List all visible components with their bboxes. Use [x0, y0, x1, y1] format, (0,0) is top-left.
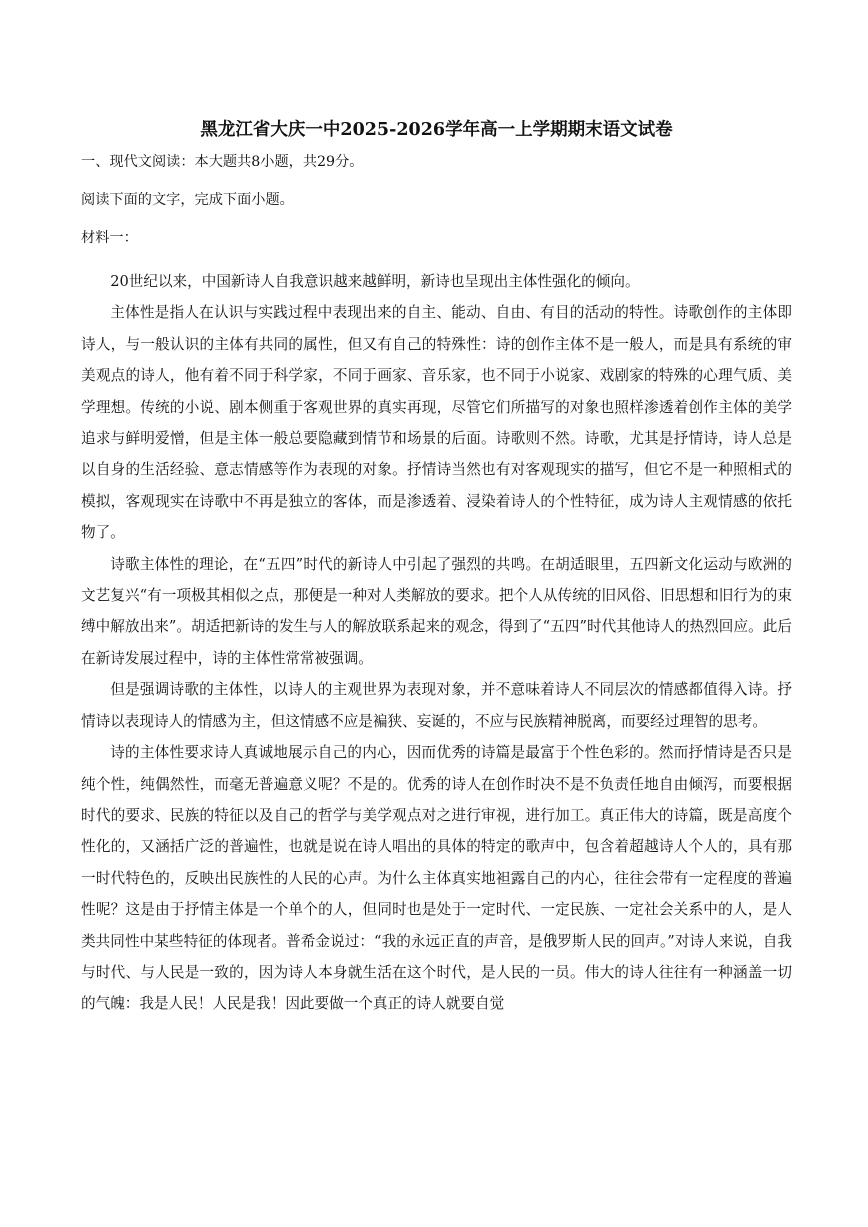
body-paragraph: 20世纪以来，中国新诗人自我意识越来越鲜明，新诗也呈现出主体性强化的倾向。 [110, 273, 640, 290]
body-paragraph: 诗歌主体性的理论，在“五四”时代的新诗人中引起了强烈的共鸣。在胡适眼里，五四新文化运动与欧洲的文艺复兴“有一项极其相似之点，那便是一种对人类解放的要求。把个人从传统的旧风俗、旧思想和旧行为的束缚中解放出来”。胡适把新诗的发生与人的解放联系起来的观念，得到了“五四”时代其他诗人的热烈回应。此后在新诗发展过程中，诗的主体性常常被强调。 [81, 555, 792, 667]
section-heading: 一、现代文阅读：本大题共8小题，共29分。 [81, 154, 364, 170]
body-paragraph: 诗的主体性要求诗人真诚地展示自己的内心，因而优秀的诗篇是最富于个性色彩的。然而抒情诗是否只是纯个性，纯偶然性，而毫无普遍意义呢？不是的。优秀的诗人在创作时决不是不负责任地自由倾泻，而要根据时代的要求、民族的特征以及自己的哲学与美学观点对之进行审视，进行加工。真正伟大的诗篇，既是高度个性化的，又涵括广泛的普遍性，也就是说在诗人唱出的具体的特定的歌声中，包含着超越诗人个人的，具有那一时代特色的，反映出民族性的人民的心声。为什么主体真实地袒露自己的内心，往往会带有一定程度的普遍性呢？这是由于抒情主体是一个单个的人，但同时也是处于一定时代、一定民族、一定社会关系中的人，是人类共同性中某些特征的体现者。普希金说过：“我的永远正直的声音，是俄罗斯人民的回声。”对诗人来说，自我与时代、与人民是一致的，因为诗人本身就生活在这个时代，是人民的一员。伟大的诗人往往有一种涵盖一切的气魄：我是人民！人民是我！因此要做一个真正的诗人就要自觉 [81, 744, 792, 1013]
reading-instruction: 阅读下面的文字，完成下面小题。 [81, 192, 294, 208]
body-paragraph: 主体性是指人在认识与实践过程中表现出来的自主、能动、自由、有目的活动的特性。诗歌创作的主体即诗人，与一般认识的主体有共同的属性，但又有自己的特殊性：诗的创作主体不是一般人，而是具有系统的审美观点的诗人，他有着不同于科学家，不同于画家、音乐家，也不同于小说家、戏剧家的特殊的心理气质、美学理想。传统的小说、剧本侧重于客观世界的真实再现，尽管它们所描写的对象也照样渗透着创作主体的美学追求与鲜明爱憎，但是主体一般总要隐藏到情节和场景的后面。诗歌则不然。诗歌，尤其是抒情诗，诗人总是以自身的生活经验、意志情感等作为表现的对象。抒情诗当然也有对客观现实的描写，但它不是一种照相式的模拟，客观现实在诗歌中不再是独立的客体，而是渗透着、浸染着诗人的个性特征，成为诗人主观情感的依托物了。 [81, 304, 792, 542]
material-label: 材料一： [81, 230, 138, 246]
exam-title: 黑龙江省大庆一中2025-2026学年高一上学期期末语文试卷 [200, 120, 673, 140]
body-paragraph: 但是强调诗歌的主体性，以诗人的主观世界为表现对象，并不意味着诗人不同层次的情感都值得入诗。抒情诗以表现诗人的情感为主，但这情感不应是褊狭、妄诞的，不应与民族精神脱离，而要经过理智的思考。 [81, 681, 792, 730]
